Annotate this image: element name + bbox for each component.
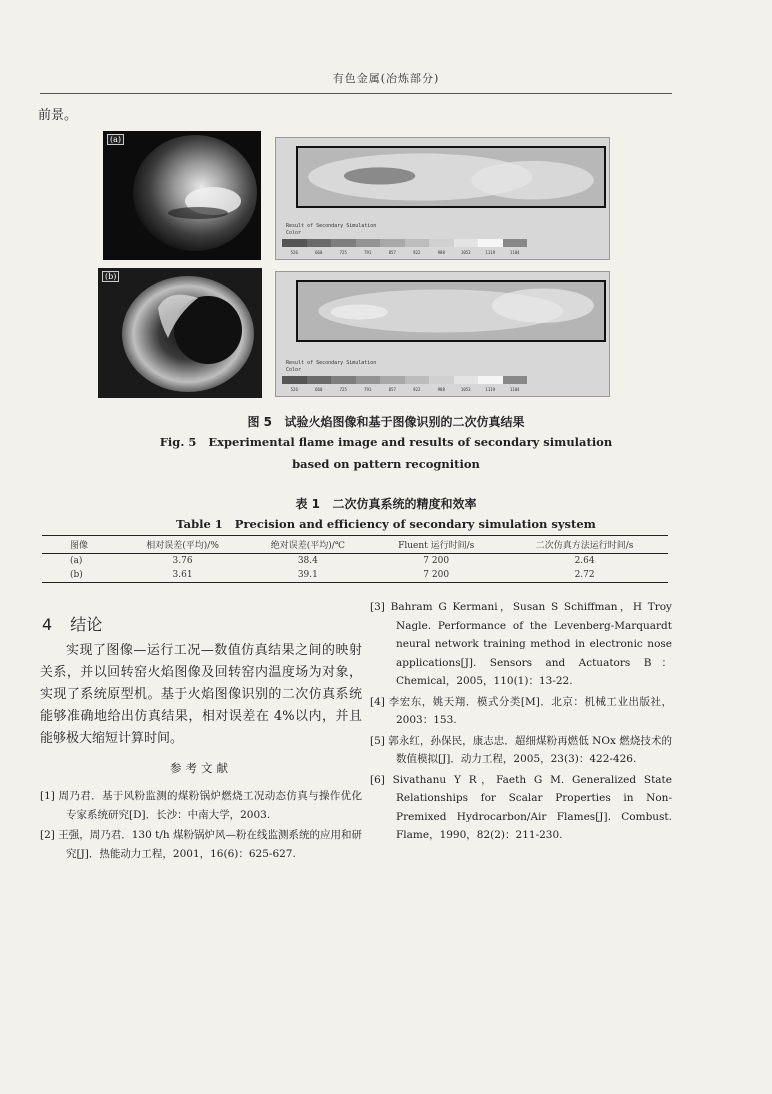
reference-item: [5] 郭永红，孙保民，康志忠．超细煤粉再燃低 NOx 燃烧技术的数值模拟[J]．动力工程，2005，23(3)：422-426. (370, 734, 672, 765)
table-row (42, 554, 668, 569)
table-cell: 39.1 (245, 568, 372, 583)
simulation-result-b (275, 271, 610, 397)
col-header: 图像 (42, 536, 121, 554)
table-cell: 3.76 (172, 556, 193, 566)
conclusion-paragraph: 实现了图像—运行工况—数值仿真结果之间的映射关系，并以回转窑火焰图像及回转窑内温度场为对象，实现了系统原型机。基于火焰图像识别的二次仿真系统能够准确地给出仿真结果，相对误差在 4%以内，并且能够极大缩短计算时间。 (40, 643, 362, 746)
table-title-en: Table 1 Precision and efficiency of secondary simulation system (176, 517, 596, 531)
reference-item: [2] 王强，周乃君．130 t/h 煤粉锅炉风—粉在线监测系统的应用和研究[J]．热能动力工程，2001，16(6)：625-627. (40, 829, 362, 860)
tick-label: 1119 (485, 250, 496, 255)
tick-label: 1053 (460, 250, 471, 255)
colorbar-a (282, 239, 527, 247)
intro-text: 前景。 (38, 108, 78, 123)
colorbar-ticks-b (282, 387, 527, 392)
figure-caption-en: Fig. 5 Experimental flame image and results of secondary simulation (159, 435, 613, 449)
references-right-column (370, 598, 672, 847)
section-heading (42, 612, 102, 635)
tick-label: 660 (315, 250, 323, 255)
running-header: 有色金属(冶炼部分) (332, 72, 440, 85)
tick-label: 526 (290, 250, 298, 255)
tick-label: 791 (364, 250, 372, 255)
figure-caption-cn: 图 5 试验火焰图像和基于图像识别的二次仿真结果 (247, 415, 525, 429)
table-cell: 3.61 (121, 568, 245, 583)
references-heading: 参考文献 (170, 761, 232, 775)
section-title: 结论 (70, 615, 103, 634)
flame-graphic-b (98, 268, 262, 398)
figure-caption-en-cont: based on pattern recognition (292, 457, 480, 471)
tick-label: 988 (437, 387, 445, 392)
temperature-field-b (296, 280, 606, 342)
reference-item: [4] 李宏东，姚天翔．模式分类[M]．北京：机械工业出版社，2003：153. (370, 695, 672, 726)
table-cell: 2.64 (574, 556, 595, 566)
temperature-field-a (296, 146, 606, 208)
tick-label: 1053 (460, 387, 471, 392)
flame-image-a (103, 131, 261, 260)
table-cell: 7 200 (371, 568, 501, 583)
tick-label: 660 (315, 387, 323, 392)
col-header: 相对误差(平均)/% (121, 536, 245, 554)
tick-label: 526 (290, 387, 298, 392)
col-header: 绝对误差(平均)/℃ (245, 536, 372, 554)
tick-label: 857 (388, 250, 396, 255)
tick-label: 725 (339, 387, 347, 392)
table-cell: (a) (70, 556, 83, 566)
col-header: 二次仿真方法运行时间/s (501, 536, 668, 554)
tick-label: 1184 (509, 387, 520, 392)
references-left-column (40, 787, 362, 865)
reference-item: [3] Bahram G Kermani，Susan S Schiffman，H Troy Nagle. Performance of the Levenberg-Marquardt neural network training method in electronic nose applications[J]. Sensors and Actuators B：Chemical，2005，110(1)：13-22. (370, 601, 672, 687)
flame-graphic-a (103, 131, 261, 260)
table-cell: 38.4 (297, 556, 318, 566)
sim-caption-a: Result of Secondary Simulation (286, 223, 377, 229)
panel-label-a: (a) (107, 134, 124, 145)
table-cell: 7 200 (423, 556, 450, 566)
flame-image-b (98, 268, 262, 398)
reference-item: [1] 周乃君．基于风粉监测的煤粉锅炉燃烧工况动态仿真与操作优化专家系统研究[D]．长沙：中南大学，2003. (40, 790, 362, 821)
sim-caption-b: Result of Secondary Simulation (286, 360, 377, 366)
tick-label: 922 (413, 387, 421, 392)
table-cell: 2.72 (501, 568, 668, 583)
sim-unit-b: Color (286, 367, 302, 373)
tick-label: 1184 (509, 250, 520, 255)
header-rule (40, 93, 672, 94)
table-cell: (b) (42, 568, 121, 583)
table-title-cn: 表 1 二次仿真系统的精度和效率 (295, 497, 477, 511)
table-header-row (42, 536, 668, 554)
simulation-result-a (275, 137, 610, 260)
results-table (42, 535, 668, 583)
section-number: 4 (42, 615, 53, 634)
tick-label: 1119 (485, 387, 496, 392)
table-row (42, 568, 668, 583)
tick-label: 791 (364, 387, 372, 392)
tick-label: 988 (437, 250, 445, 255)
reference-item: [6] Sivathanu Y R，Faeth G M. Generalized State Relationships for Scalar Properties in Non-Premixed Hydrocarbon/Air Flames[J]. Combust. Flame，1990，82(2)：211-230. (370, 773, 672, 841)
colorbar-ticks-a (282, 250, 527, 255)
tick-label: 725 (339, 250, 347, 255)
tick-label: 857 (388, 387, 396, 392)
col-header: Fluent 运行时间/s (371, 536, 501, 554)
colorbar-b (282, 376, 527, 384)
tick-label: 922 (413, 250, 421, 255)
sim-unit-a: Color (286, 230, 302, 236)
panel-label-b: (b) (102, 271, 119, 282)
